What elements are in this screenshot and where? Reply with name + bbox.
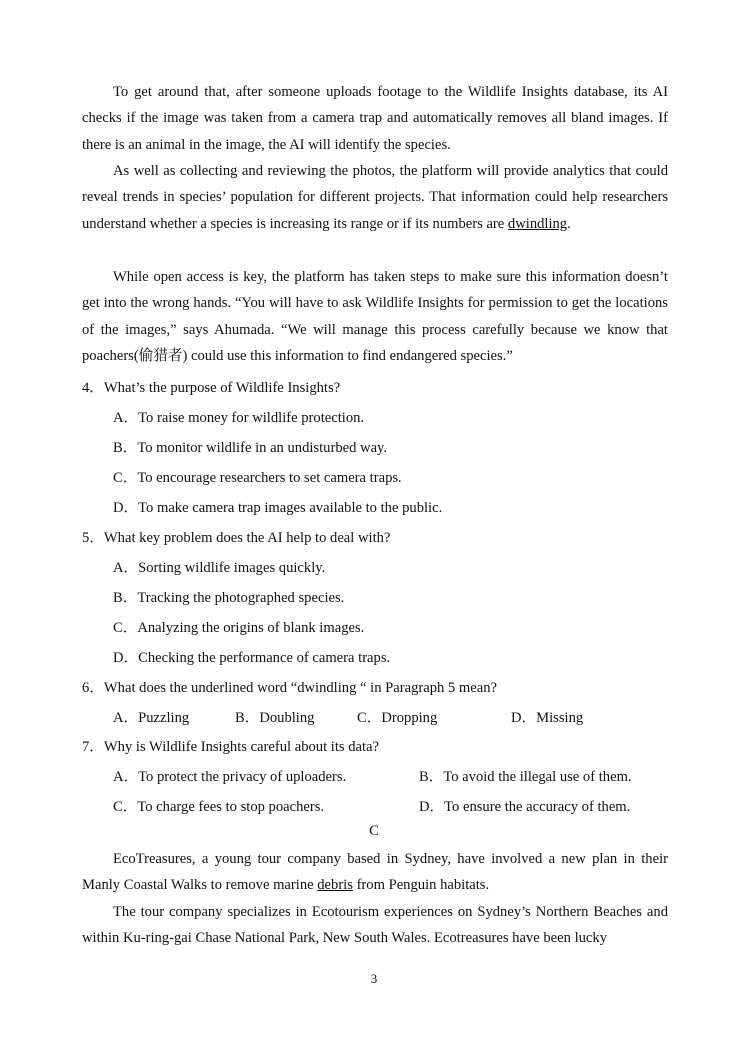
answer-option: A．To protect the privacy of uploaders. (113, 769, 347, 785)
answer-option: A．To raise money for wildlife protection. (113, 410, 365, 426)
answer-option: D．Checking the performance of camera traps. (113, 650, 391, 666)
question-stem: 5．What key problem does the AI help to deal with? (82, 530, 391, 546)
question-stem: 7．Why is Wildlife Insights careful about its data? (82, 739, 380, 755)
answer-option: B．Doubling (235, 710, 315, 726)
section-heading: C (369, 823, 379, 839)
answer-option: B．To monitor wildlife in an undisturbed way. (113, 440, 388, 456)
answer-option: C．Dropping (357, 710, 438, 726)
answer-option: B．Tracking the photographed species. (113, 590, 345, 606)
answer-option: C．Analyzing the origins of blank images. (113, 620, 365, 636)
question-stem: 4．What’s the purpose of Wildlife Insights? (82, 380, 341, 396)
answer-option: D．To make camera trap images available to the public. (113, 500, 443, 516)
answer-option: D．Missing (511, 710, 584, 726)
answer-option: A．Puzzling (113, 710, 190, 726)
page-number: 3 (370, 971, 378, 986)
answer-option: B．To avoid the illegal use of them. (419, 769, 632, 785)
passage-paragraph: While open access is key, the platform has taken steps to make sure this information doesn’t get into the wrong hands. “You will have to ask Wildlife Insights for permission to get the locations of the images,” says Ahumada. “We will manage this process carefully because we know that poachers(偷猎者) could use this information to find endangered species.” (82, 269, 668, 364)
answer-option: C．To encourage researchers to set camera traps. (113, 470, 402, 486)
answer-option: C．To charge fees to stop poachers. (113, 799, 325, 815)
underlined-word: dwindling (507, 215, 568, 232)
answer-option: A．Sorting wildlife images quickly. (113, 560, 326, 576)
passage-paragraph: EcoTreasures, a young tour company based in Sydney, have involved a new plan in their Manly Coastal Walks to remove marine debris from Penguin habitats. (82, 851, 668, 894)
answer-option: D．To ensure the accuracy of them. (419, 799, 631, 815)
passage-paragraph: To get around that, after someone uploads footage to the Wildlife Insights database, its AI checks if the image was taken from a camera trap and automatically removes all bland images. If there is an animal in the image, the AI will identify the species. (82, 84, 668, 153)
question-stem: 6．What does the underlined word “dwindling “ in Paragraph 5 mean? (82, 680, 497, 696)
passage-paragraph: The tour company specializes in Ecotourism experiences on Sydney’s Northern Beaches and within Ku-ring-gai Chase National Park, New South Wales. Ecotreasures have been lucky (82, 904, 668, 947)
underlined-word: debris (317, 877, 353, 894)
passage-paragraph: As well as collecting and reviewing the photos, the platform will provide analytics that could reveal trends in species’ population for different projects. That information could help researchers understand whether a species is increasing its range or if its numbers are dwindling. (82, 163, 668, 232)
